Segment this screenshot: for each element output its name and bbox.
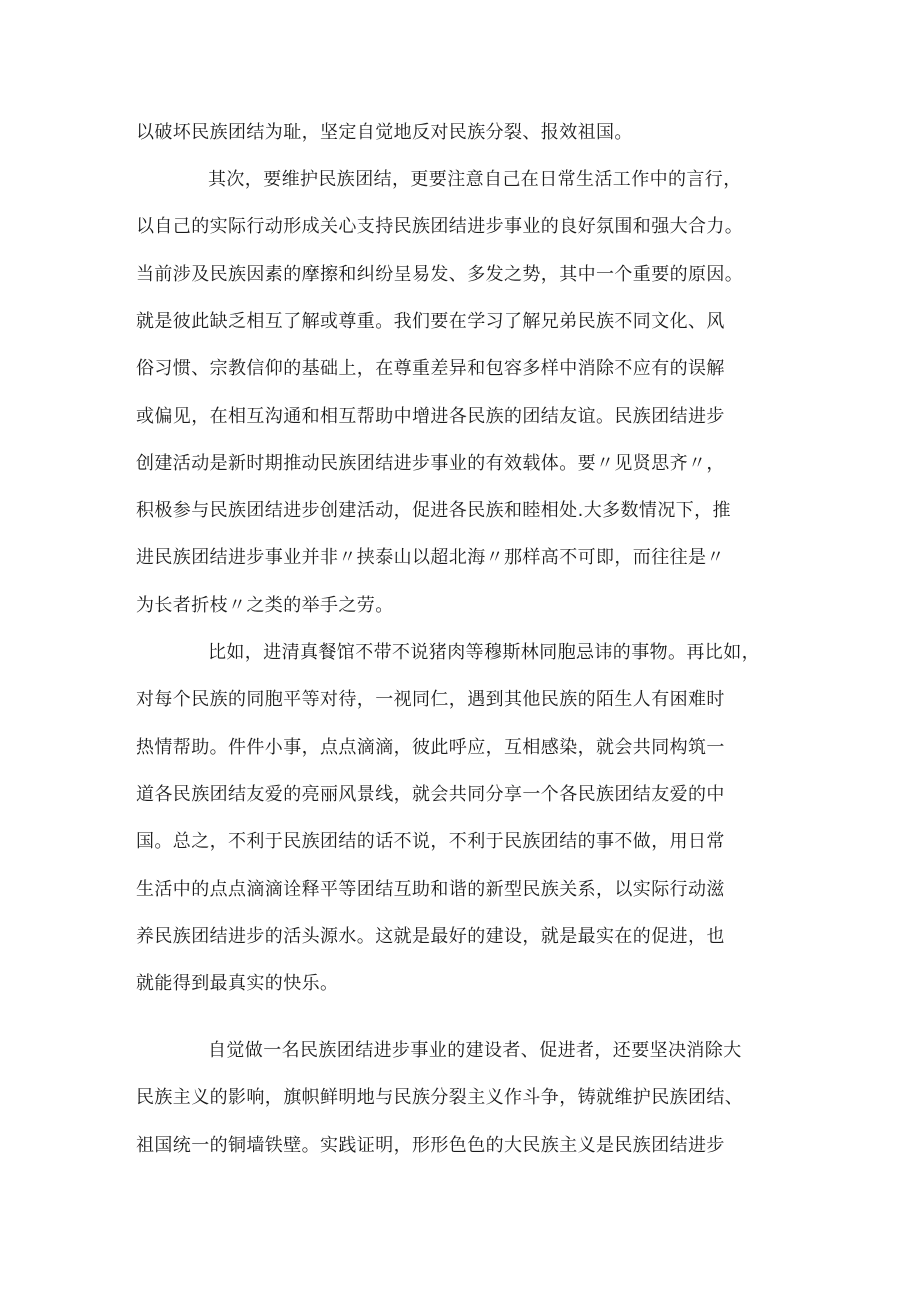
text-line: 道各民族团结友爱的亮丽风景线，就会共同分享一个各民族团结友爱的中 [136, 784, 725, 805]
text-line: 就是彼此缺乏相互了解或尊重。我们要在学习了解兄弟民族不同文化、风 [136, 311, 725, 332]
text-line: 就能得到最真实的快乐。 [136, 973, 339, 994]
text-line: 以自己的实际行动形成关心支持民族团结进步事业的良好氛围和强大合力。 [136, 216, 744, 237]
paragraph-first-line: 自觉做一名民族团结进步事业的建设者、促进者，还要坚决消除大 [208, 1040, 742, 1061]
paragraph-first-line: 其次，要维护民族团结，更要注意自己在日常生活工作中的言行， [208, 169, 742, 190]
text-line: 热情帮助。件件小事，点点滴滴，彼此呼应，互相感染，就会共同构筑一 [136, 737, 725, 758]
text-line: 进民族团结进步事业并非〃挟泰山以超北海〃那样高不可即，而往往是〃 [136, 547, 725, 568]
text-line: 当前涉及民族因素的摩擦和纠纷呈易发、多发之势，其中一个重要的原因。 [136, 264, 744, 285]
text-line: 民族主义的影响，旗帜鲜明地与民族分裂主义作斗争，铸就维护民族团结、 [136, 1087, 744, 1108]
text-line: 生活中的点点滴滴诠释平等团结互助和谐的新型民族关系，以实际行动滋 [136, 879, 725, 900]
text-line: 积极参与民族团结进步创建活动，促进各民族和睦相处.大多数情况下，推 [136, 500, 731, 521]
text-line: 养民族团结进步的活头源水。这就是最好的建设，就是最实在的促进，也 [136, 926, 725, 947]
text-line: 为长者折枝〃之类的举手之劳。 [136, 595, 394, 616]
text-line: 或偏见，在相互沟通和相互帮助中增进各民族的团结友谊。民族团结进步 [136, 406, 725, 427]
text-line: 国。总之，不利于民族团结的话不说，不利于民族团结的事不做，用日常 [136, 831, 725, 852]
paragraph-first-line: 比如，进清真餐馆不带不说猪肉等穆斯林同胞忌讳的事物。再比如， [208, 642, 760, 663]
text-line: 创建活动是新时期推动民族团结进步事业的有效载体。要〃见贤思齐〃， [136, 453, 725, 474]
text-line: 对每个民族的同胞平等对待，一视同仁，遇到其他民族的陌生人有困难时 [136, 689, 725, 710]
text-line: 俗习惯、宗教信仰的基础上，在尊重差异和包容多样中消除不应有的误解 [136, 358, 725, 379]
text-line: 祖国统一的铜墙铁壁。实践证明，形形色色的大民族主义是民族团结进步 [136, 1135, 725, 1156]
text-line: 以破坏民族团结为耻，坚定自觉地反对民族分裂、报效祖国。 [136, 122, 633, 143]
